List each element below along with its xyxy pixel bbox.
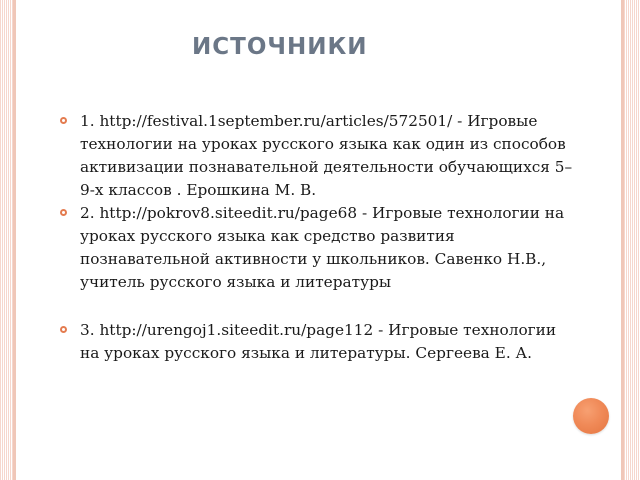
source-item-text: 2. http://pokrov8.siteedit.ru/page68 - Игровые технологии на уроках русского языка как средство развития познавательной активности у школьников. Савенко Н.В., учитель русского языка и литературы bbox=[80, 204, 565, 291]
right-stripe-decoration bbox=[624, 0, 640, 480]
sources-list bbox=[56, 110, 576, 365]
source-item-2 bbox=[56, 202, 576, 294]
slide-title: ИСТОЧНИКИ bbox=[192, 34, 368, 60]
orange-circle-icon bbox=[573, 398, 609, 434]
source-item-3 bbox=[56, 319, 576, 365]
circle-bullet-icon bbox=[60, 326, 67, 333]
source-item-1 bbox=[56, 110, 576, 202]
left-stripe-line bbox=[13, 0, 16, 480]
content-panel bbox=[22, 0, 616, 480]
source-item-text: 3. http://urengoj1.siteedit.ru/page112 - Игровые технологии на уроках русского языка и литературы. Сергеева Е. А. bbox=[80, 321, 557, 362]
circle-bullet-icon bbox=[60, 209, 67, 216]
circle-bullet-icon bbox=[60, 117, 67, 124]
source-item-text: 1. http://festival.1september.ru/articles/572501/ - Игровые технологии на уроках русского языка как один из способов активизации познавательной деятельности обучающихся 5–9-х классов . Ерошкина М. В. bbox=[80, 112, 573, 199]
left-stripe-decoration bbox=[0, 0, 14, 480]
right-stripe-line bbox=[621, 0, 624, 480]
